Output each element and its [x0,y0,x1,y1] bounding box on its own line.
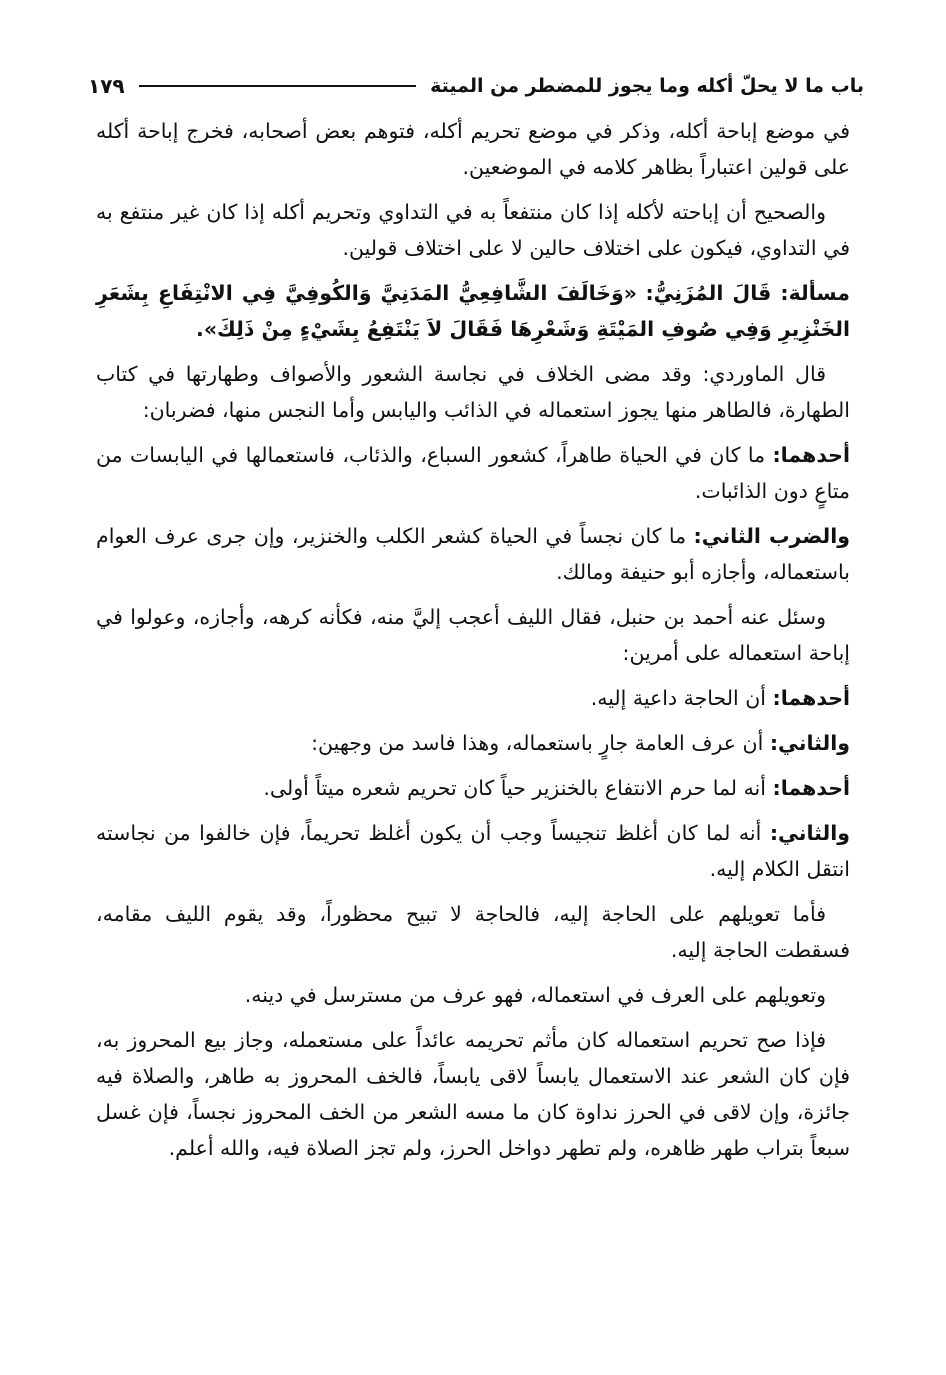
paragraph-7 [96,599,850,671]
paragraph-1 [96,113,850,185]
page-body [96,113,850,1175]
paragraph-text: أن الحاجة داعية إليه. [590,686,766,710]
paragraph-text: أنه لما كان أغلظ تنجيساً وجب أن يكون أغلظ تحريماً، فإن خالفوا من نجاسته انتقل الكلام إليه. [96,821,850,881]
paragraph-text: ما كان نجساً في الحياة كشعر الكلب والخنزير، وإن جرى عرف العوام باستعماله، وأجازه أبو حنيفة ومالك. [96,524,850,584]
paragraph-5 [96,437,850,509]
paragraph-lead: أحدهما: [772,443,850,467]
paragraph-masala [96,275,850,347]
paragraph-text: فإذا صح تحريم استعماله كان مأثم تحريمه عائداً على مستعمله، وجاز بيع المحروز به، فإن كان الشعر عند الاستعمال يابساً لاقى يابساً، فالخف المحروز به طاهر، والصلاة فيه جائزة، وإن لاقى في الحرز نداوة كان ما مسه الشعر من الخف المحروز نجساً، فإن غسل سبعاً بتراب طهر ظاهره، ولم تطهر دواخل الحرز، ولم تجز الصلاة فيه، والله أعلم. [96,1028,850,1160]
paragraph-text: أن عرف العامة جارٍ باستعماله، وهذا فاسد من وجهين: [311,731,764,755]
paragraph-6 [96,518,850,590]
page-number: ١٧٩ [88,74,125,98]
header-rule [139,85,416,87]
paragraph-11 [96,815,850,887]
paragraph-9 [96,725,850,761]
paragraph-text: قال الماوردي: وقد مضى الخلاف في نجاسة الشعور والأصواف وطهارتها في كتاب الطهارة، فالطاهر منها يجوز استعماله في الذائب واليابس وأما النجس منها، فضربان: [96,362,850,422]
paragraph-10 [96,770,850,806]
paragraph-text: والصحيح أن إباحته لأكله إذا كان منتفعاً به في التداوي وتحريم أكله إذا كان غير منتفع به في التداوي، فيكون على اختلاف حالين لا على اختلاف قولين. [96,200,850,260]
paragraph-text: وتعويلهم على العرف في استعماله، فهو عرف من مسترسل في دينه. [244,983,826,1007]
paragraph-lead: أحدهما: [772,776,850,800]
paragraph-quote: «وَخَالَفَ الشَّافِعِيُّ المَدَنِيَّ وَالكُوفِيَّ فِي الانْتِفَاعِ بِشَعَرِ الخَنْزِيرِ وَفِي صُوفِ المَيْتَةِ وَشَعْرِهَا فَقَالَ لاَ يَنْتَفِعُ بِشَيْءٍ مِنْ ذَلِكَ». [96,281,850,341]
paragraph-text: فأما تعويلهم على الحاجة إليه، فالحاجة لا تبيح محظوراً، وقد يقوم الليف مقامه، فسقطت الحاجة إليه. [96,902,850,962]
paragraph-8 [96,680,850,716]
paragraph-12 [96,896,850,968]
paragraph-text: أنه لما حرم الانتفاع بالخنزير حياً كان تحريم شعره ميتاً أولى. [263,776,766,800]
paragraph-lead: مسألة: قَالَ المُزَنِيُّ: [645,281,850,305]
paragraph-2 [96,194,850,266]
paragraph-lead: أحدهما: [772,686,850,710]
paragraph-14 [96,1022,850,1166]
paragraph-text: وسئل عنه أحمد بن حنبل، فقال الليف أعجب إليَّ منه، فكأنه كرهه، وأجازه، وعولوا في إباحة استعماله على أمرين: [96,605,850,665]
paragraph-13 [96,977,850,1013]
paragraph-lead: والثاني: [769,821,850,845]
paragraph-text: في موضع إباحة أكله، وذكر في موضع تحريم أكله، فتوهم بعض أصحابه، فخرج إباحة أكله على قولين اعتباراً بظاهر كلامه في الموضعين. [96,119,850,179]
running-header [88,66,864,106]
paragraph-lead: والثاني: [769,731,850,755]
paragraph-lead: والضرب الثاني: [693,524,850,548]
chapter-title: باب ما لا يحلّ أكله وما يجوز للمضطر من الميتة [430,75,864,97]
paragraph-text: ما كان في الحياة طاهراً، كشعور السباع، والذئاب، فاستعمالها في اليابسات من متاعٍ دون الذائبات. [96,443,850,503]
paragraph-4 [96,356,850,428]
